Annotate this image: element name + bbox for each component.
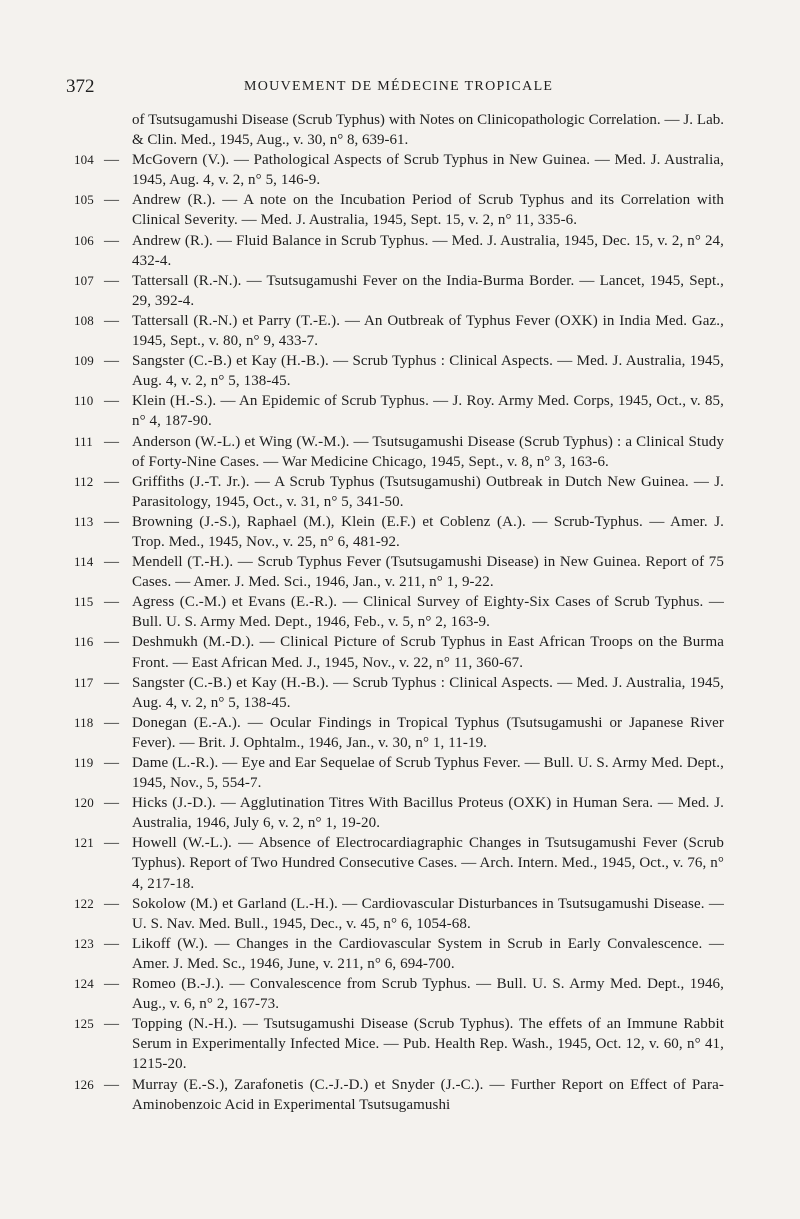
- reference-number: 117: [74, 674, 94, 690]
- reference-entry: [74, 753, 724, 793]
- reference-entry: [74, 150, 724, 190]
- reference-number: 122: [74, 895, 94, 911]
- reference-entry: [74, 673, 724, 713]
- reference-dash: —: [104, 554, 120, 571]
- reference-dash: —: [104, 232, 120, 249]
- reference-entry: [74, 1075, 724, 1115]
- reference-entry: [74, 592, 724, 632]
- reference-number: 110: [74, 393, 94, 409]
- reference-text: Donegan (E.-A.). — Ocular Findings in Tropical Typhus (Tsutsugamushi or Japanese River Fever). — Brit. J. Ophtalm., 1946, Jan., v. 30, n° 1, 11-19.: [132, 714, 724, 751]
- reference-dash: —: [104, 192, 120, 209]
- reference-dash: —: [104, 714, 120, 731]
- reference-dash: —: [104, 795, 120, 812]
- reference-dash: —: [104, 1076, 120, 1093]
- reference-number: 112: [74, 473, 94, 489]
- reference-entry: [74, 713, 724, 753]
- reference-number: 120: [74, 795, 94, 811]
- reference-dash: —: [104, 835, 120, 852]
- reference-entry: [74, 974, 724, 1014]
- reference-text: Browning (J.-S.), Raphael (M.), Klein (E.F.) et Coblenz (A.). — Scrub-Typhus. — Amer. J. Trop. Med., 1945, Nov., v. 25, n° 6, 481-92.: [132, 513, 724, 550]
- reference-number: 111: [74, 433, 93, 449]
- reference-number: 104: [74, 152, 94, 168]
- reference-dash: —: [104, 755, 120, 771]
- reference-entry: [74, 894, 724, 934]
- reference-entry: [74, 271, 724, 311]
- page-number: 372: [66, 76, 95, 97]
- reference-entry: [74, 472, 724, 512]
- reference-text: Anderson (W.-L.) et Wing (W.-M.). — Tsutsugamushi Disease (Scrub Typhus) : a Clinical Study of Forty-Nine Cases. — War Medicine Chicago, 1945, Sept., v. 8, n° 3, 163-6.: [132, 433, 724, 470]
- reference-dash: —: [104, 152, 120, 169]
- reference-dash: —: [104, 312, 120, 329]
- reference-number: 108: [74, 312, 94, 328]
- reference-entry: [74, 351, 724, 391]
- reference-entry: [74, 391, 724, 431]
- reference-entry: [74, 934, 724, 974]
- reference-number: 125: [74, 1016, 94, 1032]
- reference-entry: [74, 311, 724, 351]
- reference-text: Mendell (T.-H.). — Scrub Typhus Fever (Tsutsugamushi Disease) in New Guinea. Report of 75 Cases. — Amer. J. Med. Sci., 1946, Jan., v. 211, n° 1, 9-22.: [132, 554, 724, 591]
- reference-text: Agress (C.-M.) et Evans (E.-R.). — Clinical Survey of Eighty-Six Cases of Scrub Typhus. — Bull. U. S. Army Med. Dept., 1946, Feb., v. 5, n° 2, 163-9.: [132, 594, 724, 631]
- reference-text: Romeo (B.-J.). — Convalescence from Scrub Typhus. — Bull. U. S. Army Med. Dept., 1946, Aug., v. 6, n° 2, 167-73.: [132, 976, 724, 1013]
- continuation-text: of Tsutsugamushi Disease (Scrub Typhus) with Notes on Clinicopathologic Correlation. — J. Lab. & Clin. Med., 1945, Aug., v. 30, n° 8, 639-61.: [132, 112, 724, 149]
- reference-number: 124: [74, 976, 94, 992]
- reference-entry: [74, 552, 724, 592]
- reference-number: 118: [74, 714, 94, 730]
- reference-dash: —: [104, 895, 120, 912]
- reference-entry: [74, 231, 724, 271]
- reference-dash: —: [104, 433, 120, 450]
- reference-number: 105: [74, 192, 94, 208]
- reference-text: McGovern (V.). — Pathological Aspects of Scrub Typhus in New Guinea. — Med. J. Australia, 1945, Aug. 4, v. 2, n° 5, 146-9.: [132, 152, 724, 189]
- running-title: MOUVEMENT DE MÉDECINE TROPICALE: [244, 79, 554, 94]
- reference-entry: [74, 793, 724, 833]
- page-header: [66, 76, 746, 102]
- reference-text: Topping (N.-H.). — Tsutsugamushi Disease (Scrub Typhus). The effets of an Immune Rabbit Serum in Experimentally Infected Mice. — Pub. Health Rep. Wash., 1945, Oct. 12, v. 60, n° 41, 1215-20.: [132, 1016, 724, 1073]
- reference-entry: [74, 833, 724, 893]
- reference-number: 126: [74, 1076, 94, 1092]
- reference-number: 106: [74, 232, 94, 248]
- reference-dash: —: [104, 976, 120, 993]
- reference-dash: —: [104, 473, 120, 490]
- reference-dash: —: [104, 1016, 120, 1033]
- reference-entry: [74, 632, 724, 672]
- reference-dash: —: [104, 353, 120, 370]
- reference-text: Murray (E.-S.), Zarafonetis (C.-J.-D.) et Snyder (J.-C.). — Further Report on Effect of Para-Aminobenzoic Acid in Experimental Tsutsugamushi: [132, 1076, 724, 1113]
- reference-entry: [74, 512, 724, 552]
- reference-text: Likoff (W.). — Changes in the Cardiovascular System in Scrub in Early Convalescence. — Amer. J. Med. Sc., 1946, June, v. 211, n° 6, 694-700.: [132, 935, 724, 972]
- reference-number: 109: [74, 353, 94, 369]
- reference-text: Griffiths (J.-T. Jr.). — A Scrub Typhus (Tsutsugamushi) Outbreak in Dutch New Guinea. — J. Parasitology, 1945, Oct., v. 31, n° 5, 341-50.: [132, 473, 724, 510]
- reference-dash: —: [104, 272, 120, 289]
- reference-text: Dame (L.-R.). — Eye and Ear Sequelae of Scrub Typhus Fever. — Bull. U. S. Army Med. Dept., 1945, Nov., 5, 554-7.: [132, 755, 724, 792]
- reference-dash: —: [104, 634, 120, 651]
- reference-dash: —: [104, 393, 120, 410]
- reference-dash: —: [104, 594, 120, 611]
- reference-text: Klein (H.-S.). — An Epidemic of Scrub Typhus. — J. Roy. Army Med. Corps, 1945, Oct., v. 85, n° 4, 187-90.: [132, 393, 724, 430]
- reference-text: Sangster (C.-B.) et Kay (H.-B.). — Scrub Typhus : Clinical Aspects. — Med. J. Australia, 1945, Aug. 4, v. 2, n° 5, 138-45.: [132, 674, 724, 711]
- reference-number: 115: [74, 594, 94, 610]
- reference-text: Andrew (R.). — Fluid Balance in Scrub Typhus. — Med. J. Australia, 1945, Dec. 15, v. 2, n° 24, 432-4.: [132, 232, 724, 269]
- bibliography-entries: [74, 150, 724, 1115]
- reference-number: 121: [74, 835, 94, 851]
- reference-number: 119: [74, 755, 94, 770]
- reference-text: Sangster (C.-B.) et Kay (H.-B.). — Scrub Typhus : Clinical Aspects. — Med. J. Australia, 1945, Aug. 4, v. 2, n° 5, 138-45.: [132, 353, 724, 390]
- reference-number: 114: [74, 554, 94, 570]
- reference-text: Tattersall (R.-N.). — Tsutsugamushi Fever on the India-Burma Border. — Lancet, 1945, Sept., 29, 392-4.: [132, 272, 724, 309]
- reference-text: Hicks (J.-D.). — Agglutination Titres With Bacillus Proteus (OXK) in Human Sera. — Med. J. Australia, 1946, July 6, v. 2, n° 1, 19-20.: [132, 795, 724, 832]
- reference-list: [74, 110, 724, 1115]
- reference-dash: —: [104, 513, 120, 530]
- reference-text: Howell (W.-L.). — Absence of Electrocardiagraphic Changes in Tsutsugamushi Fever (Scrub Typhus). Report of Two Hundred Consecutive Cases. — Arch. Intern. Med., 1945, Oct., v. 76, n° 4, 217-18.: [132, 835, 724, 892]
- reference-text: Andrew (R.). — A note on the Incubation Period of Scrub Typhus and its Correlation with Clinical Severity. — Med. J. Australia, 1945, Sept. 15, v. 2, n° 11, 335-6.: [132, 192, 724, 229]
- reference-text: Sokolow (M.) et Garland (L.-H.). — Cardiovascular Disturbances in Tsutsugamushi Disease. — U. S. Nav. Med. Bull., 1945, Dec., v. 45, n° 6, 1054-68.: [132, 895, 724, 932]
- reference-dash: —: [104, 935, 120, 952]
- reference-entry: [74, 1014, 724, 1074]
- reference-number: 116: [74, 634, 94, 650]
- reference-number: 113: [74, 513, 94, 529]
- reference-entry: [74, 190, 724, 230]
- reference-number: 123: [74, 935, 94, 951]
- reference-dash: —: [104, 674, 120, 691]
- reference-number: 107: [74, 272, 94, 288]
- reference-text: Tattersall (R.-N.) et Parry (T.-E.). — An Outbreak of Typhus Fever (OXK) in India Med. Gaz., 1945, Sept., v. 80, n° 9, 433-7.: [132, 312, 724, 350]
- reference-entry: [74, 432, 724, 472]
- reference-text: Deshmukh (M.-D.). — Clinical Picture of Scrub Typhus in East African Troops on the Burma Front. — East African Med. J., 1945, Nov., v. 22, n° 11, 360-67.: [132, 634, 724, 671]
